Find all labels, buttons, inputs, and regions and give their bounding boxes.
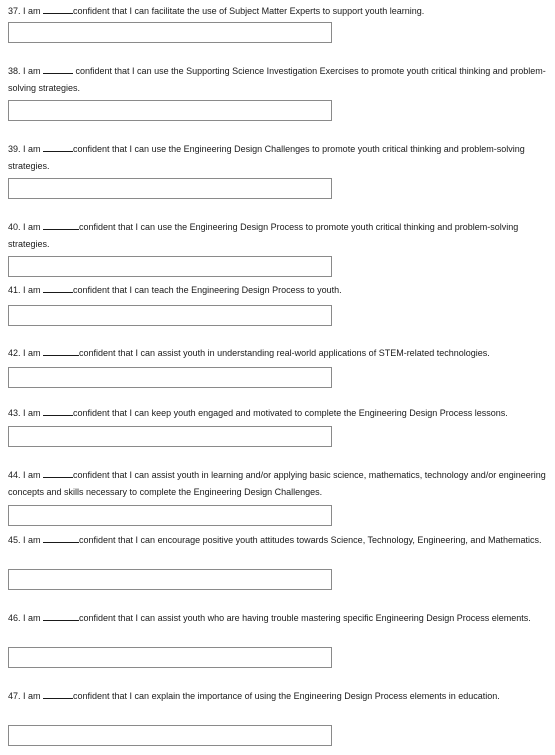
question-text xyxy=(8,3,553,20)
question-prefix: 40. I am xyxy=(8,222,44,232)
question-suffix: confident that I can encourage positive youth attitudes towards Science, Technology, Engineering, and Mathematics. xyxy=(79,535,542,545)
question-38 xyxy=(8,63,553,97)
question-text xyxy=(8,219,553,253)
question-suffix: confident that I can assist youth in understanding real-world applications of STEM-related technologies. xyxy=(79,348,490,358)
blank-line xyxy=(43,4,73,14)
answer-field-47[interactable] xyxy=(8,725,332,746)
answer-field-37[interactable] xyxy=(8,22,332,43)
question-prefix: 45. I am xyxy=(8,535,44,545)
question-suffix: confident that I can use the Supporting Science Investigation Exercises to promote youth critical thinking and problem-solving strategies. xyxy=(8,66,546,93)
question-prefix: 43. I am xyxy=(8,408,44,418)
question-text xyxy=(8,610,553,627)
answer-field-46[interactable] xyxy=(8,647,332,668)
blank-line xyxy=(43,406,73,416)
blank-line xyxy=(43,689,73,699)
question-text xyxy=(8,467,553,501)
question-44 xyxy=(8,467,553,501)
question-text xyxy=(8,345,553,362)
question-prefix: 44. I am xyxy=(8,470,44,480)
question-text xyxy=(8,282,553,299)
question-43 xyxy=(8,405,553,422)
question-47 xyxy=(8,688,553,705)
question-prefix: 47. I am xyxy=(8,691,44,701)
question-42 xyxy=(8,345,553,362)
answer-field-38[interactable] xyxy=(8,100,332,121)
blank-line xyxy=(43,346,79,356)
question-prefix: 37. I am xyxy=(8,6,44,16)
question-prefix: 41. I am xyxy=(8,285,44,295)
question-suffix: confident that I can explain the importance of using the Engineering Design Process elements in education. xyxy=(73,691,500,701)
question-46 xyxy=(8,610,553,627)
question-39 xyxy=(8,141,553,175)
blank-line xyxy=(43,468,73,478)
answer-field-45[interactable] xyxy=(8,569,332,590)
question-suffix: confident that I can use the Engineering Design Process to promote youth critical thinking and problem-solving strategies. xyxy=(8,222,519,249)
question-suffix: confident that I can use the Engineering Design Challenges to promote youth critical thinking and problem-solving strategies. xyxy=(8,144,525,171)
question-suffix: confident that I can assist youth who are having trouble mastering specific Engineering Design Process elements. xyxy=(79,613,531,623)
question-suffix: confident that I can assist youth in learning and/or applying basic science, mathematics, technology and/or engineering concepts and skills necessary to complete the Engineering Design Challenges. xyxy=(8,470,546,497)
blank-line xyxy=(43,533,79,543)
answer-field-40[interactable] xyxy=(8,256,332,277)
answer-field-44[interactable] xyxy=(8,505,332,526)
question-text xyxy=(8,141,553,175)
question-text xyxy=(8,63,553,97)
question-prefix: 38. I am xyxy=(8,66,44,76)
question-suffix: confident that I can facilitate the use of Subject Matter Experts to support youth learning. xyxy=(73,6,425,16)
answer-field-39[interactable] xyxy=(8,178,332,199)
blank-line xyxy=(43,220,79,230)
question-45 xyxy=(8,532,553,549)
answer-field-43[interactable] xyxy=(8,426,332,447)
question-37 xyxy=(8,3,553,20)
blank-line xyxy=(43,283,73,293)
question-suffix: confident that I can keep youth engaged and motivated to complete the Engineering Design Process lessons. xyxy=(73,408,508,418)
question-40 xyxy=(8,219,553,253)
question-prefix: 46. I am xyxy=(8,613,44,623)
question-text xyxy=(8,532,553,549)
question-prefix: 42. I am xyxy=(8,348,44,358)
question-suffix: confident that I can teach the Engineering Design Process to youth. xyxy=(73,285,342,295)
question-text xyxy=(8,688,553,705)
question-41 xyxy=(8,282,553,299)
question-text xyxy=(8,405,553,422)
answer-field-41[interactable] xyxy=(8,305,332,326)
answer-field-42[interactable] xyxy=(8,367,332,388)
question-prefix: 39. I am xyxy=(8,144,44,154)
blank-line xyxy=(43,611,79,621)
blank-line xyxy=(43,142,73,152)
blank-line xyxy=(43,64,73,74)
